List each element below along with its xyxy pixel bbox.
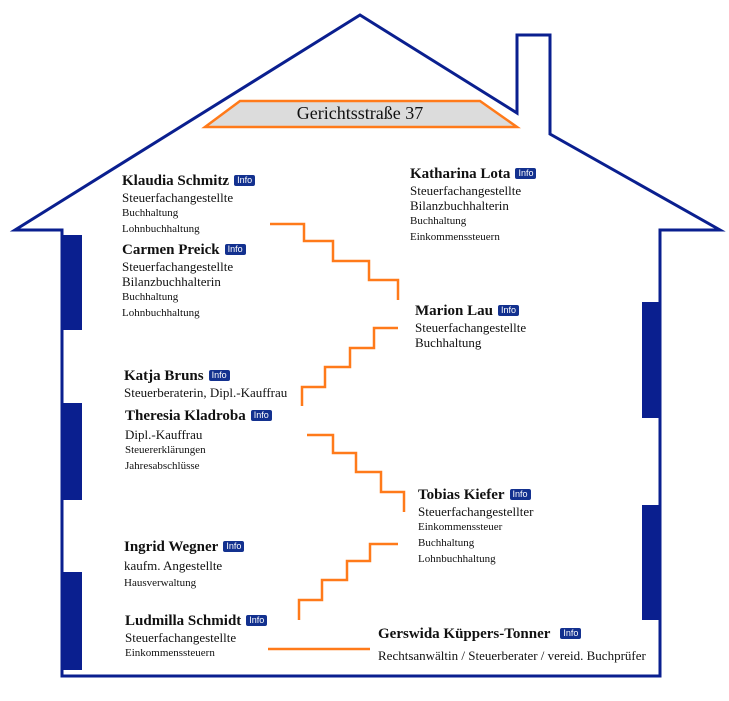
info-button[interactable]: Info xyxy=(498,305,519,316)
role: Buchhaltung xyxy=(122,207,179,219)
role: Rechtsanwältin / Steuerberater / vereid. Buchprüfer xyxy=(378,648,646,663)
role: Steuerberaterin, Dipl.-Kauffrau xyxy=(124,385,288,400)
info-button[interactable]: Info xyxy=(223,541,244,552)
person-gerswida-kueppers-tonner xyxy=(378,625,646,663)
info-button[interactable]: Info xyxy=(209,370,230,381)
role: Steuererklärungen xyxy=(125,444,206,456)
role: Lohnbuchhaltung xyxy=(418,553,496,565)
window xyxy=(642,505,660,620)
role: Steuerfachangestellte xyxy=(410,183,522,198)
role: Steuerfachangestellte xyxy=(415,320,527,335)
window xyxy=(62,235,82,330)
window xyxy=(62,572,82,670)
window xyxy=(62,403,82,500)
person-name: Katharina Lota xyxy=(410,166,511,182)
person-name: Gerswida Küppers-Tonner xyxy=(378,626,551,642)
person-ludmilla-schmidt xyxy=(125,612,267,661)
role: kaufm. Angestellte xyxy=(124,558,223,573)
person-katja-bruns xyxy=(124,367,287,400)
person-klaudia-schmitz xyxy=(122,172,255,237)
role: Einkommenssteuer xyxy=(418,521,503,533)
person-name: Marion Lau xyxy=(415,303,493,319)
person-name: Carmen Preick xyxy=(122,242,220,258)
address-title: Gerichtsstraße 37 xyxy=(296,103,424,123)
role: Steuerfachangestellte xyxy=(122,190,234,205)
info-button[interactable]: Info xyxy=(515,168,536,179)
person-ingrid-wegner xyxy=(124,538,244,591)
person-marion-lau xyxy=(415,302,526,350)
person-name: Tobias Kiefer xyxy=(418,487,505,503)
role: Bilanzbuchhalterin xyxy=(122,274,221,289)
role: Dipl.-Kauffrau xyxy=(125,427,203,442)
person-name: Theresia Kladroba xyxy=(125,408,246,424)
info-button[interactable]: Info xyxy=(510,489,531,500)
role: Einkommenssteuern xyxy=(410,231,500,243)
role: Buchhaltung xyxy=(415,335,482,350)
role: Jahresabschlüsse xyxy=(125,460,200,472)
info-button[interactable]: Info xyxy=(246,615,267,626)
role: Buchhaltung xyxy=(410,215,467,227)
person-carmen-preick xyxy=(122,241,246,321)
info-button[interactable]: Info xyxy=(560,628,581,639)
person-katharina-lota xyxy=(410,165,536,245)
role: Buchhaltung xyxy=(418,537,475,549)
person-name: Klaudia Schmitz xyxy=(122,173,230,189)
role: Lohnbuchhaltung xyxy=(122,223,200,235)
role: Hausverwaltung xyxy=(124,577,197,589)
person-name: Ludmilla Schmidt xyxy=(125,613,242,629)
info-button[interactable]: Info xyxy=(225,244,246,255)
role: Bilanzbuchhalterin xyxy=(410,198,509,213)
role: Steuerfachangestellter xyxy=(418,504,534,519)
window xyxy=(642,302,660,418)
role: Lohnbuchhaltung xyxy=(122,307,200,319)
role: Buchhaltung xyxy=(122,291,179,303)
info-button[interactable]: Info xyxy=(234,175,255,186)
info-button[interactable]: Info xyxy=(251,410,272,421)
person-theresia-kladroba xyxy=(125,407,272,474)
role: Einkommenssteuern xyxy=(125,647,215,659)
person-name: Ingrid Wegner xyxy=(124,539,219,555)
role: Steuerfachangestellte xyxy=(125,630,237,645)
role: Steuerfachangestellte xyxy=(122,259,234,274)
person-name: Katja Bruns xyxy=(124,368,204,384)
person-tobias-kiefer xyxy=(418,486,534,567)
